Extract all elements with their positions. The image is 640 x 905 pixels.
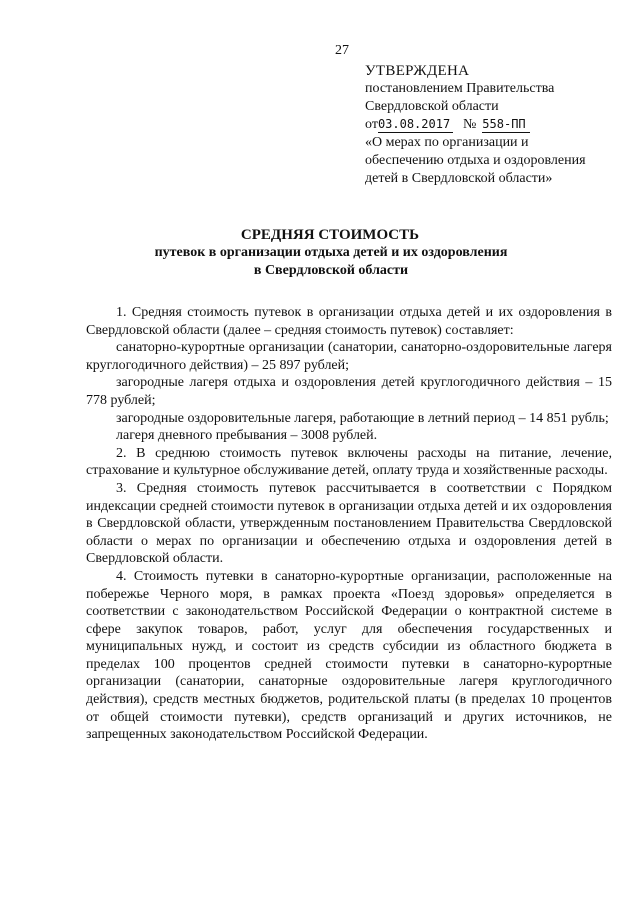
document-heading — [0, 226, 640, 280]
approval-line-1: постановлением Правительства — [365, 81, 555, 96]
document-body — [86, 304, 612, 744]
paragraph-4: 4. Стоимость путевки в санаторно-курортные организации, расположенные на побережье Черного моря, в рамках проекта «Поезд здоровья» определяется в соответствии с законодательством Российской Федерации о контрактной системе в сфере закупок товаров, работ, услуг для обеспечения государственных и муниципальных нужд, и состоит из средств субсидии из областного бюджета в пределах 100 процентов средней стоимости путевки в санаторно-курортные организации (санатории, санаторные оздоровительные лагеря круглогодичного действия), средств местных бюджетов, родительской платы (в пределах 10 процентов от общей стоимости путевки), средств организаций и других источников, не запрещенных законодательством Российской Федерации. — [86, 568, 612, 743]
approval-line-2: Свердловской области — [365, 99, 499, 114]
paragraph-1: 1. Средняя стоимость путевок в организации отдыха детей и их оздоровления в Свердловской области (далее – средняя стоимость путевок) составляет: — [86, 305, 612, 338]
paragraph-day-camps: лагеря дневного пребывания – 3008 рублей. — [116, 428, 378, 444]
paragraph-sanatorium: санаторно-курортные организации (санатории, санаторно-оздоровительные лагеря круглогодичного действия) – 25 897 рублей; — [86, 340, 612, 373]
paragraph-3: 3. Средняя стоимость путевок рассчитывается в соответствии с Порядком индексации средней стоимости путевок в организации отдыха детей и их оздоровления в Свердловской области, утвержденным постановлением Правительства Свердловской области о мерах по организации и обеспечению отдыха и оздоровления детей в Свердловской области. — [86, 480, 612, 567]
paragraph-country-camps-yearround: загородные лагеря отдыха и оздоровления детей круглогодичного действия – 15 778 рублей; — [86, 375, 612, 408]
approval-title: УТВЕРЖДЕНА — [365, 63, 470, 79]
approval-block — [365, 62, 625, 188]
approval-line-4: «О мерах по организации и — [365, 135, 529, 150]
date-prefix: от — [365, 117, 378, 132]
approval-date: 03.08.2017 — [378, 117, 453, 133]
heading-title: СРЕДНЯЯ СТОИМОСТЬ — [240, 227, 420, 243]
page-number: 27 — [335, 43, 349, 58]
approval-number: 558-ПП — [482, 117, 530, 133]
approval-date-number-row — [365, 116, 625, 134]
heading-subtitle-2: в Свердловской области — [253, 263, 409, 278]
approval-line-6: детей в Свердловской области» — [365, 171, 553, 186]
number-sign: № — [462, 117, 477, 132]
heading-subtitle-1: путевок в организации отдыха детей и их оздоровления — [154, 245, 508, 260]
paragraph-summer-camps: загородные оздоровительные лагеря, работающие в летний период – 14 851 рубль; — [116, 410, 609, 426]
approval-line-5: обеспечению отдыха и оздоровления — [365, 153, 586, 168]
paragraph-2: 2. В среднюю стоимость путевок включены расходы на питание, лечение, страхование и культурное обслуживание детей, оплату труда и хозяйственные расходы. — [86, 445, 612, 479]
